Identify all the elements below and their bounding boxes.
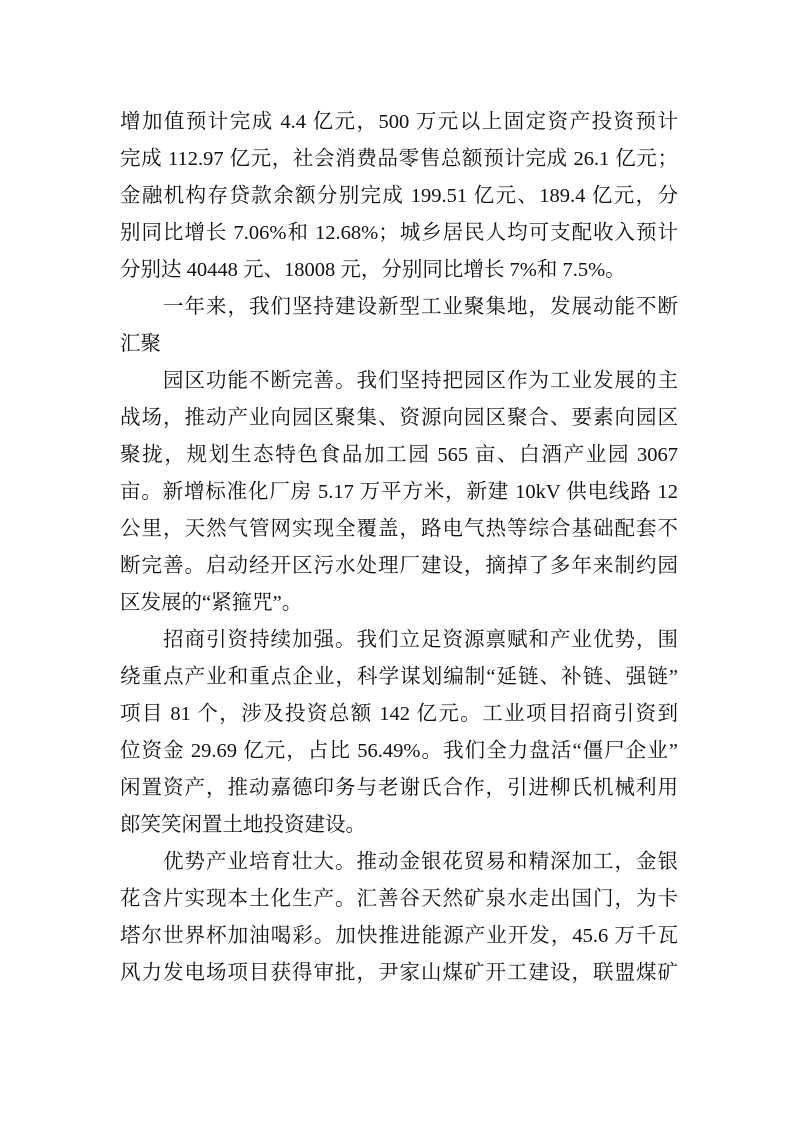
text-line: 一年来，我们坚持建设新型工业聚集地，发展动能不断 [163, 296, 678, 318]
text-line: 优势产业培育壮大。推动金银花贸易和精深加工，金银 [163, 851, 678, 873]
text-line: 区发展的“紧箍咒”。 [120, 592, 303, 614]
text-line: 战场，推动产业向园区聚集、资源向园区聚合、要素向园区 [120, 407, 678, 429]
paragraph [120, 289, 678, 363]
text-line: 聚拢，规划生态特色食品加工园 565 亩、白酒产业园 3067 [120, 444, 678, 466]
text-line: 风力发电场项目获得审批，尹家山煤矿开工建设，联盟煤矿 [120, 962, 678, 984]
text-line: 分别达 40448 元、18008 元，分别同比增长 7%和 7.5%。 [120, 259, 626, 281]
paragraph [120, 622, 678, 844]
text-line: 项目 81 个，涉及投资总额 142 亿元。工业项目招商引资到 [120, 703, 678, 725]
text-line: 公里，天然气管网实现全覆盖，路电气热等综合基础配套不 [120, 518, 678, 540]
text-line: 招商引资持续加强。我们立足资源禀赋和产业优势，围 [163, 629, 678, 651]
text-line: 汇聚 [120, 333, 161, 355]
text-line: 完成 112.97 亿元，社会消费品零售总额预计完成 26.1 亿元； [120, 148, 678, 170]
paragraph [120, 104, 678, 289]
text-line: 增加值预计完成 4.4 亿元，500 万元以上固定资产投资预计 [120, 111, 678, 133]
text-line: 郎笑笑闲置土地投资建设。 [120, 814, 366, 836]
text-line: 花含片实现本土化生产。汇善谷天然矿泉水走出国门，为卡 [120, 888, 678, 910]
text-line: 园区功能不断完善。我们坚持把园区作为工业发展的主 [163, 370, 678, 392]
text-line: 塔尔世界杯加油喝彩。加快推进能源产业开发，45.6 万千瓦 [120, 925, 678, 947]
text-line: 位资金 29.69 亿元，占比 56.49%。我们全力盘活“僵尸企业” [120, 740, 678, 762]
text-line: 断完善。启动经开区污水处理厂建设，摘掉了多年来制约园 [120, 555, 678, 577]
paragraph [120, 363, 678, 622]
paragraph [120, 844, 678, 992]
text-line: 闲置资产，推动嘉德印务与老谢氏合作，引进柳氏机械利用 [120, 777, 678, 799]
text-line: 亩。新增标准化厂房 5.17 万平方米，新建 10kV 供电线路 12 [120, 481, 678, 503]
text-line: 金融机构存贷款余额分别完成 199.51 亿元、189.4 亿元，分 [120, 185, 678, 207]
document-page [120, 104, 678, 992]
text-line: 绕重点产业和重点企业，科学谋划编制“延链、补链、强链” [120, 666, 678, 688]
text-line: 别同比增长 7.06%和 12.68%；城乡居民人均可支配收入预计 [120, 222, 678, 244]
